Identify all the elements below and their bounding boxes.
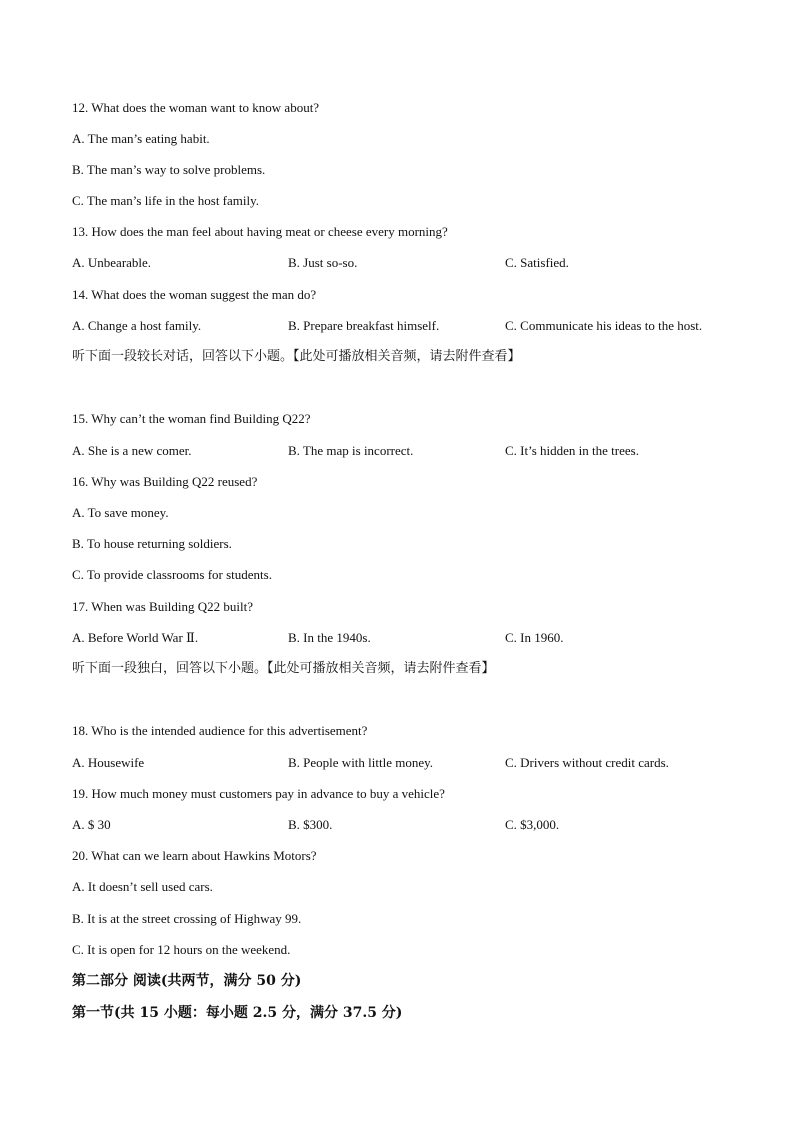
question-12-option-b: B. The man’s way to solve problems. xyxy=(72,162,266,177)
question-13-stem: 13. How does the man feel about having meat or cheese every morning? xyxy=(72,224,448,239)
question-19-option-b: B. $300. xyxy=(288,817,333,832)
question-16-stem: 16. Why was Building Q22 reused? xyxy=(72,474,258,489)
question-17-option-c: C. In 1960. xyxy=(505,630,564,645)
long-dialogue-instruction: 听下面一段较长对话，回答以下小题。【此处可播放相关音频，请去附件查看】 xyxy=(72,349,521,364)
question-20-option-b: B. It is at the street crossing of Highway 99. xyxy=(72,911,302,926)
question-20-option-c: C. It is open for 12 hours on the weekend. xyxy=(72,942,291,957)
question-17-stem: 17. When was Building Q22 built? xyxy=(72,599,254,614)
question-19-option-a: A. $ 30 xyxy=(72,817,111,832)
question-16-option-b: B. To house returning soldiers. xyxy=(72,536,232,551)
question-15-stem: 15. Why can’t the woman find Building Q22? xyxy=(72,411,311,426)
part-two-heading: 第二部分 阅读(共两节，满分 50 分) xyxy=(72,973,302,989)
question-14-option-c: C. Communicate his ideas to the host. xyxy=(505,318,703,333)
question-14-stem: 14. What does the woman suggest the man do? xyxy=(72,287,317,302)
question-17-option-b: B. In the 1940s. xyxy=(288,630,371,645)
question-19-stem: 19. How much money must customers pay in advance to buy a vehicle? xyxy=(72,786,445,801)
question-12-option-c: C. The man’s life in the host family. xyxy=(72,193,260,208)
question-14-option-b: B. Prepare breakfast himself. xyxy=(288,318,440,333)
question-16-option-a: A. To save money. xyxy=(72,505,169,520)
question-14-option-a: A. Change a host family. xyxy=(72,318,202,333)
question-19-option-c: C. $3,000. xyxy=(505,817,560,832)
question-13-option-b: B. Just so-so. xyxy=(288,255,358,270)
question-13-option-a: A. Unbearable. xyxy=(72,255,152,270)
question-15-option-a: A. She is a new comer. xyxy=(72,443,192,458)
question-12-stem: 12. What does the woman want to know about? xyxy=(72,100,320,115)
question-18-option-b: B. People with little money. xyxy=(288,755,434,770)
question-12-option-a: A. The man’s eating habit. xyxy=(72,131,210,146)
section-one-heading: 第一节(共 15 小题：每小题 2.5 分，满分 37.5 分) xyxy=(72,1005,403,1021)
question-17-option-a: A. Before World War Ⅱ. xyxy=(72,630,199,645)
question-15-option-b: B. The map is incorrect. xyxy=(288,443,414,458)
question-20-option-a: A. It doesn’t sell used cars. xyxy=(72,879,213,894)
question-13-option-c: C. Satisfied. xyxy=(505,255,569,270)
question-18-option-a: A. Housewife xyxy=(72,755,145,770)
monologue-instruction: 听下面一段独白，回答以下小题。【此处可播放相关音频，请去附件查看】 xyxy=(72,661,495,676)
question-18-option-c: C. Drivers without credit cards. xyxy=(505,755,669,770)
question-18-stem: 18. Who is the intended audience for this advertisement? xyxy=(72,723,368,738)
question-15-option-c: C. It’s hidden in the trees. xyxy=(505,443,639,458)
question-20-stem: 20. What can we learn about Hawkins Motors? xyxy=(72,848,317,863)
question-16-option-c: C. To provide classrooms for students. xyxy=(72,567,272,582)
